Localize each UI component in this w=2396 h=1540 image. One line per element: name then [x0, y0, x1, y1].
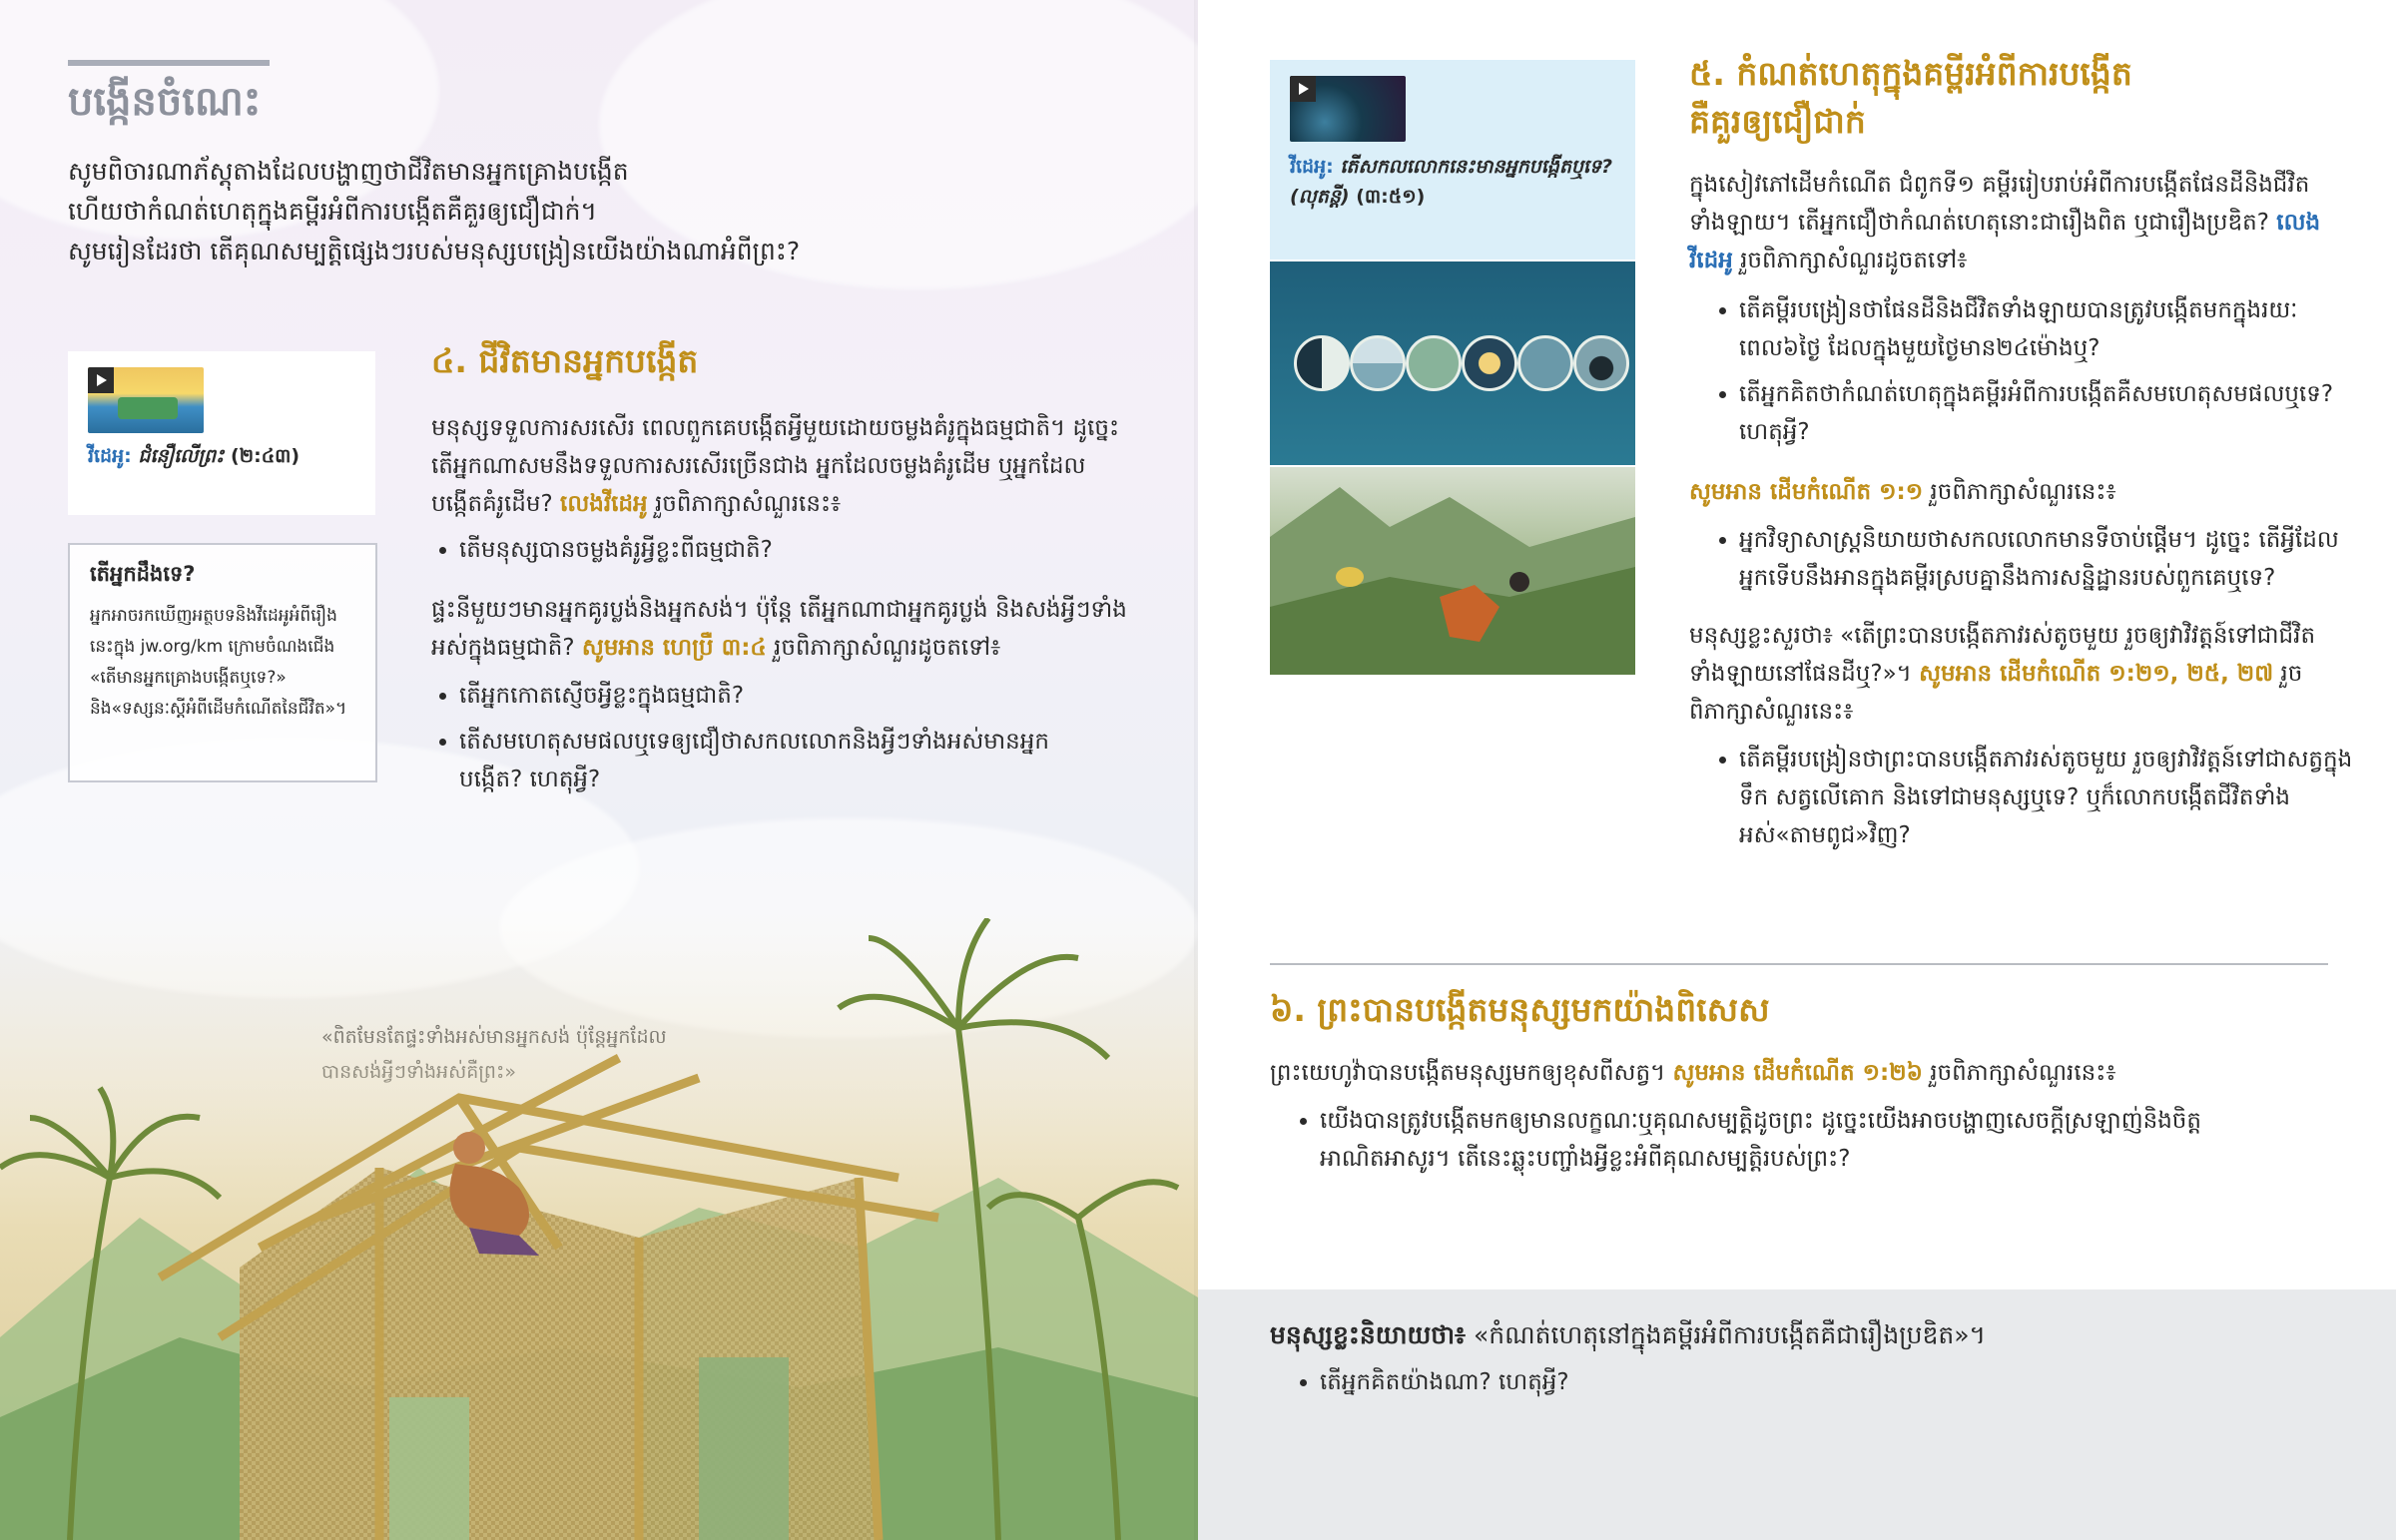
question-item: • តើគម្ពីរបង្រៀនថាផែនដីនិងជីវិតទាំងឡាយបានត្រូវបង្កើតមកក្នុងរយៈពេល៦ថ្ងៃ ដែលក្នុងមួយថ្ងៃមាន២៤ម៉ោងឬ?: [1739, 291, 2358, 367]
heading-rule: [68, 60, 270, 66]
para-tail: រួចពិភាក្សាសំណួរនេះ៖: [1930, 479, 2116, 505]
did-you-know-text: អ្នកអាចរកឃើញអត្ថបទនិងវីដេអូអំពីរឿងនេះក្នុង jw.org/km ក្រោមចំណងជើង «តើមានអ្នកគ្រោងបង្កើតឬទេ?» និង«ទស្សនៈស្ដីអំពីដើមកំណើតនៃជីវិត»។: [90, 606, 347, 719]
thumbnail-scene: [118, 397, 178, 419]
creation-day-5-icon: [1517, 335, 1573, 391]
creation-day-2-icon: [1350, 335, 1406, 391]
video-card-faith[interactable]: [68, 351, 375, 515]
section-4-para-1: [431, 409, 1130, 523]
section-6-para: [1270, 1054, 2328, 1092]
para-tail: រួចពិភាក្សាសំណួរនេះ៖: [1930, 1060, 2116, 1086]
did-you-know-title: តើអ្នកដឹងទេ?: [90, 562, 196, 586]
video-subtitle: (លុតន្តី): [1290, 186, 1350, 208]
para-tail: រួចពិភាក្សាសំណួរនេះ៖: [654, 491, 842, 517]
bird-figure: [1336, 567, 1364, 587]
creation-landscape-image: [1270, 467, 1635, 675]
play-video-link[interactable]: លេងវីដេអូ: [560, 491, 648, 517]
scripture-link[interactable]: សូមអាន ដើមកំណើត ១:២១, ២៥, ២៧: [1919, 661, 2274, 687]
creation-day-1-icon: [1294, 335, 1350, 391]
video-title: តើសកលលោកនេះមានអ្នកបង្កើតឬទេ?: [1340, 156, 1613, 178]
question-item: • តើអ្នកកោតស្ញើចអ្វីខ្លះក្នុងធម្មជាតិ?: [459, 677, 1078, 715]
play-video-link[interactable]: លេងវីដេអូ: [1689, 210, 2321, 273]
video-title: ជំនឿលើព្រះ: [138, 445, 225, 467]
house-construction-illustration: [0, 918, 1198, 1540]
section-5-questions-3: [1689, 741, 2358, 862]
para-text: មនុស្សទទួលការសរសើរ ពេលពួកគេបង្កើតអ្វីមួយដោយចម្លងគំរូក្នុងធម្មជាតិ។ ដូច្នេះ តើអ្នកណាសមនឹងទទួលការសរសើរច្រើនជាង អ្នកដែលចម្លងគំរូដើម ឬអ្នកដែលបង្កើតគំរូដើម?: [431, 415, 1120, 517]
question-item: • តើអ្នកគិតយ៉ាងណា? ហេតុអ្វី?: [1320, 1363, 2218, 1401]
section-5-questions-1: [1689, 291, 2358, 459]
question-item: • តើមនុស្សបានចម្លងគំរូអ្វីខ្លះពីធម្មជាតិ?: [459, 531, 1148, 569]
video-duration: (៣:៥១): [1356, 186, 1426, 208]
section-6-questions: [1270, 1102, 2238, 1186]
section-5-title: [1689, 50, 2348, 146]
intro-line: សូមពិចារណាភ័ស្តុតាងដែលបង្ហាញថាជីវិតមានអ្នកគ្រោងបង្កើត: [68, 157, 629, 186]
question-item: • អ្នកវិទ្យាសាស្ត្រនិយាយថាសកលលោកមានទីចាប់ផ្ដើម។ ដូច្នេះ តើអ្វីដែលអ្នកទើបនឹងអានក្នុងគម្ពីរស្របគ្នានឹងការសន្និដ្ឋានរបស់ពួកគេឬទេ?: [1739, 521, 2358, 597]
section-5-read-1: [1689, 473, 2328, 511]
some-say-quote: «កំណត់ហេតុនៅក្នុងគម្ពីរអំពីការបង្កើតគឺជារឿងប្រឌិត»។: [1474, 1320, 1987, 1349]
section-5-title-line: ៥. កំណត់ហេតុក្នុងគម្ពីរអំពីការបង្កើត: [1689, 54, 2132, 93]
section-4-questions-1: [409, 531, 1148, 577]
some-say-label: មនុស្សខ្លះនិយាយថា៖: [1270, 1320, 1467, 1349]
scripture-link[interactable]: សូមអាន ដើមកំណើត ១:១: [1689, 479, 1924, 505]
question-item: • តើអ្នកគិតថាកំណត់ហេតុក្នុងគម្ពីរអំពីការបង្កើតគឺសមហេតុសមផលឬទេ? ហេតុអ្វី?: [1739, 375, 2358, 451]
play-icon[interactable]: [1290, 76, 1316, 102]
section-4-para-2: [431, 591, 1130, 667]
question-item: • តើសមហេតុសមផលឬទេឲ្យជឿថាសកលលោកនិងអ្វីៗទាំងអស់មានអ្នកបង្កើត? ហេតុអ្វី?: [459, 723, 1078, 798]
video-label[interactable]: [88, 441, 367, 471]
landscape-illustration: [1270, 467, 1635, 675]
scripture-link[interactable]: សូមអាន ហេប្រឺ ៣:៤: [581, 635, 767, 661]
question-item: • យើងបានត្រូវបង្កើតមកឲ្យមានលក្ខណៈឬគុណសម្បត្តិដូចព្រះ ដូច្នេះយើងអាចបង្ហាញសេចក្ដីស្រឡាញ់និងចិត្តអាណិតអាសូរ។ តើនេះឆ្លុះបញ្ចាំងអ្វីខ្លះអំពីគុណសម្បត្តិរបស់ព្រះ?: [1320, 1102, 2238, 1178]
intro-text: [68, 152, 887, 271]
video-label[interactable]: [1290, 152, 1615, 212]
section-5-para-2: [1689, 617, 2328, 731]
para-tail: រួចពិភាក្សាសំណួរដូចតទៅ៖: [1740, 248, 1968, 273]
para-tail: រួចពិភាក្សាសំណួរនេះ៖: [1689, 661, 2303, 725]
video-duration: (២:៤៣): [231, 445, 300, 467]
intro-line: សូមរៀនដែរថា តើគុណសម្បត្តិផ្សេងៗរបស់មនុស្សបង្រៀនយើងយ៉ាងណាអំពីព្រះ?: [68, 237, 801, 265]
para-tail: រួចពិភាក្សាសំណួរដូចតទៅ៖: [774, 635, 1001, 661]
video-thumbnail[interactable]: [1290, 76, 1406, 142]
section-4-questions-2: [409, 677, 1078, 806]
video-thumbnail[interactable]: [88, 367, 204, 433]
some-say-questions: [1270, 1363, 2218, 1409]
para-text: ព្រះយេហូវ៉ាបានបង្កើតមនុស្សមកឲ្យខុសពីសត្វ។: [1270, 1060, 1666, 1086]
section-4-title: ៤. ជីវិតមានអ្នកបង្កើត: [431, 341, 699, 380]
person-figure: [1509, 572, 1529, 592]
section-5-para-1: [1689, 166, 2328, 279]
creation-day-4-icon: [1462, 335, 1517, 391]
section-divider: [1270, 963, 2328, 965]
scripture-link[interactable]: សូមអាន ដើមកំណើត ១:២៦: [1672, 1060, 1923, 1086]
intro-line: ហើយថាកំណត់ហេតុក្នុងគម្ពីរអំពីការបង្កើតគឺគួរឲ្យជឿជាក់។: [68, 197, 598, 226]
question-item: • តើគម្ពីរបង្រៀនថាព្រះបានបង្កើតភាវរស់តូចមួយ រួចឲ្យវាវិវត្តន៍ទៅជាសត្វក្នុងទឹក សត្វលើគោក និងទៅជាមនុស្សឬទេ? ឬក៏លោកបង្កើតជីវិតទាំងអស់«តាមពូជ»វិញ?: [1739, 741, 2358, 854]
creation-day-3-icon: [1406, 335, 1462, 391]
para-text: មនុស្សខ្លះសួរថា៖ «តើព្រះបានបង្កើតភាវរស់តូចមួយ រួចឲ្យវាវិវត្តន៍ទៅជាជីវិតទាំងឡាយនៅផែនដីឬ?»។: [1689, 623, 2316, 687]
para-text: ក្នុងសៀវភៅដើមកំណើត ជំពូកទី១ គម្ពីររៀបរាប់អំពីការបង្កើតផែនដីនិងជីវិតទាំងឡាយ។ តើអ្នកជឿថាកំណត់ហេតុនោះជារឿងពិត ឬជារឿងប្រឌិត?: [1689, 172, 2310, 236]
did-you-know-box: [68, 543, 377, 782]
some-people-say-line: [1270, 1315, 1986, 1355]
section-6-title: ៦. ព្រះបានបង្កើតមនុស្សមកយ៉ាងពិសេស: [1270, 990, 1770, 1029]
video-prefix: វីដេអូ:: [1290, 156, 1334, 178]
creation-day-6-icon: [1573, 335, 1629, 391]
video-prefix: វីដេអូ:: [88, 445, 132, 467]
page-title: បង្កើនចំណេះ: [68, 79, 262, 125]
video-card-universe[interactable]: [1270, 60, 1635, 259]
section-5-title-line: គឺគួរឲ្យជឿជាក់: [1689, 102, 1866, 141]
play-icon[interactable]: [88, 367, 114, 393]
section-5-questions-2: [1689, 521, 2358, 605]
para-text: ផ្ទះនីមួយៗមានអ្នកគូរប្លង់និងអ្នកសង់។ ប៉ុន្តែ តើអ្នកណាជាអ្នកគូរប្លង់ និងសង់អ្វីៗទាំងអស់ក្នុងធម្មជាតិ?: [431, 597, 1127, 661]
